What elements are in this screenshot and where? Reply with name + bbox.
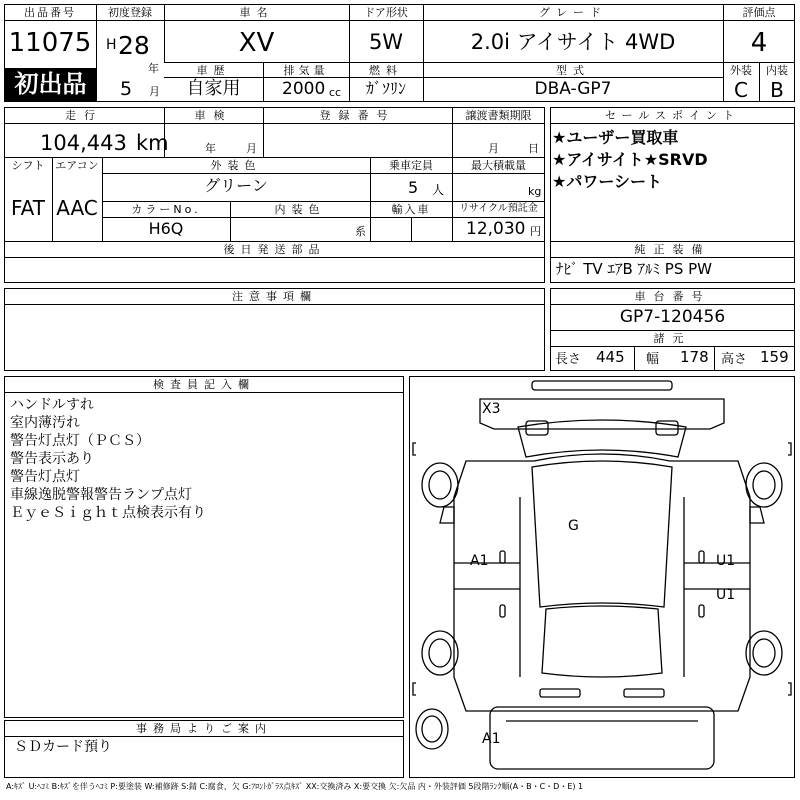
color: グリーン — [204, 176, 268, 195]
inspection-label: 車検 — [194, 109, 233, 122]
lot-number: 11075 — [8, 28, 92, 58]
dims-label: 諸元 — [653, 332, 692, 345]
length-label: 長さ — [555, 352, 582, 367]
regno-label: 登録番号 — [319, 109, 396, 122]
width-label: 幅 — [646, 352, 660, 367]
inspector-line: 車線逸脱警報警告ランプ点灯 — [10, 487, 192, 503]
lot-number-label: 出品番号 — [24, 6, 76, 19]
mileage: 104,443 — [40, 131, 127, 155]
damage-mark: A1 — [470, 553, 489, 569]
shift: FAT — [10, 196, 45, 220]
transfer-label: 譲渡書類期限 — [465, 109, 532, 122]
exterior-grade: C — [734, 78, 748, 102]
grade: 2.0i アイサイト 4WD — [470, 30, 676, 54]
score: 4 — [750, 28, 768, 58]
capacity-label: 乗車定員 — [389, 159, 433, 172]
reg-month: 5 — [120, 78, 133, 100]
history: 自家用 — [186, 78, 241, 99]
sales-point: ★パワーシート — [552, 172, 663, 191]
damage-mark: U1 — [716, 553, 736, 569]
inspector-line: ハンドルすれ — [10, 397, 94, 413]
grade-label: グレード — [539, 6, 607, 19]
reg-era: H — [106, 37, 117, 53]
inspector-line: 警告表示あり — [10, 451, 94, 467]
reg-year-unit: 年 — [148, 62, 159, 75]
transfer-month-unit: 月 — [488, 142, 499, 155]
displacement-unit: cc — [329, 86, 342, 99]
exterior-label: 外装 — [730, 64, 752, 77]
office-text: ＳＤカード預り — [14, 739, 112, 755]
damage-mark: A1 — [482, 731, 501, 747]
mileage-unit: km — [136, 131, 169, 155]
door: 5W — [368, 30, 404, 54]
insp-year-unit: 年 — [205, 142, 216, 155]
load-label: 最大積載量 — [471, 159, 526, 172]
fuel-label: 燃料 — [369, 64, 403, 77]
width: 178 — [680, 348, 709, 366]
damage-mark: U1 — [716, 587, 736, 603]
fuel: ｶﾞｿﾘﾝ — [365, 79, 406, 98]
ac: AAC — [56, 196, 98, 220]
capacity: 5 — [408, 178, 419, 197]
car-name-label: 車名 — [239, 6, 274, 19]
capacity-unit: 人 — [432, 183, 445, 197]
chassis-number: GP7-120456 — [619, 307, 726, 327]
damage-mark: G — [568, 518, 579, 534]
history-label: 車歴 — [196, 64, 231, 77]
reg-month-unit: 月 — [149, 85, 160, 98]
insp-month-unit: 月 — [246, 142, 257, 155]
recycle-label: リサイクル預託金 — [459, 203, 538, 214]
recycle-unit: 円 — [530, 225, 541, 238]
height: 159 — [760, 348, 789, 366]
transfer-day-unit: 日 — [528, 142, 539, 155]
model: DBA-GP7 — [534, 79, 612, 99]
sales-points-label: セールスポイント — [604, 109, 740, 122]
later-parts-label: 後日発送部品 — [223, 243, 326, 256]
reg-year: 28 — [118, 31, 150, 60]
chassis-label: 車台番号 — [634, 290, 711, 303]
damage-mark: X3 — [482, 401, 501, 417]
interior-grade: B — [770, 78, 784, 102]
import-label: 輸入車 — [391, 203, 431, 216]
inspector-line: 室内薄汚れ — [10, 415, 80, 431]
inspector-line: 警告灯点灯（ＰＣＳ） — [10, 433, 150, 449]
color-label: 外装色 — [210, 159, 262, 172]
door-label: ドア形状 — [364, 6, 408, 19]
displacement-label: 排気量 — [283, 64, 329, 77]
office-label: 事務局よりご案内 — [136, 722, 272, 735]
equipment-label: 純正装備 — [634, 243, 711, 256]
displacement: 2000 — [282, 79, 326, 99]
legend: A:ｷｽﾞ U:ﾍｺﾐ B:ｷｽﾞを伴うﾍｺﾐ P:要塗装 W:補修跡 S:錆 C:腐食、欠 G:ﾌﾛﾝﾄｶﾞﾗｽ点ｷｽﾞ XX:交換済み X:要交換 欠:欠品 内・外装評価 5段階ﾗﾝｸ順(A・B・C・D・E) 1 — [6, 782, 584, 791]
car-outline-diagram — [410, 377, 794, 777]
shift-label: シフト — [11, 159, 45, 172]
first-listing-badge-text: 初出品 — [14, 70, 87, 98]
notes-label: 注意事項欄 — [232, 290, 317, 303]
length: 445 — [596, 348, 625, 366]
intcolor-unit: 系 — [355, 225, 366, 238]
colorno: H6Q — [148, 219, 184, 238]
equipment: ﾅﾋﾞ TV ｴｱB ｱﾙﾐ PS PW — [556, 260, 712, 278]
intcolor-label: 内装色 — [274, 203, 326, 216]
sales-point: ★アイサイト★SRVD — [552, 150, 708, 169]
height-label: 高さ — [721, 352, 748, 367]
sales-point: ★ユーザー買取車 — [552, 128, 679, 147]
inspector-label: 検査員記入欄 — [153, 378, 255, 391]
inspector-line: ＥｙｅＳｉｇｈｔ点検表示有り — [10, 505, 206, 521]
colorno-label: カラーNo. — [131, 203, 201, 216]
recycle: 12,030 — [466, 219, 526, 239]
load-unit: kg — [528, 185, 542, 198]
inspector-line: 警告灯点灯 — [10, 469, 80, 485]
mileage-label: 走行 — [65, 109, 103, 122]
ac-label: エアコン — [55, 159, 99, 172]
model-label: 型式 — [556, 64, 590, 77]
registration-label: 初度登録 — [108, 6, 152, 19]
damage-diagram — [409, 376, 795, 778]
interior-label: 内装 — [766, 64, 788, 77]
car-name: XV — [238, 28, 275, 58]
score-label: 評価点 — [742, 6, 776, 19]
